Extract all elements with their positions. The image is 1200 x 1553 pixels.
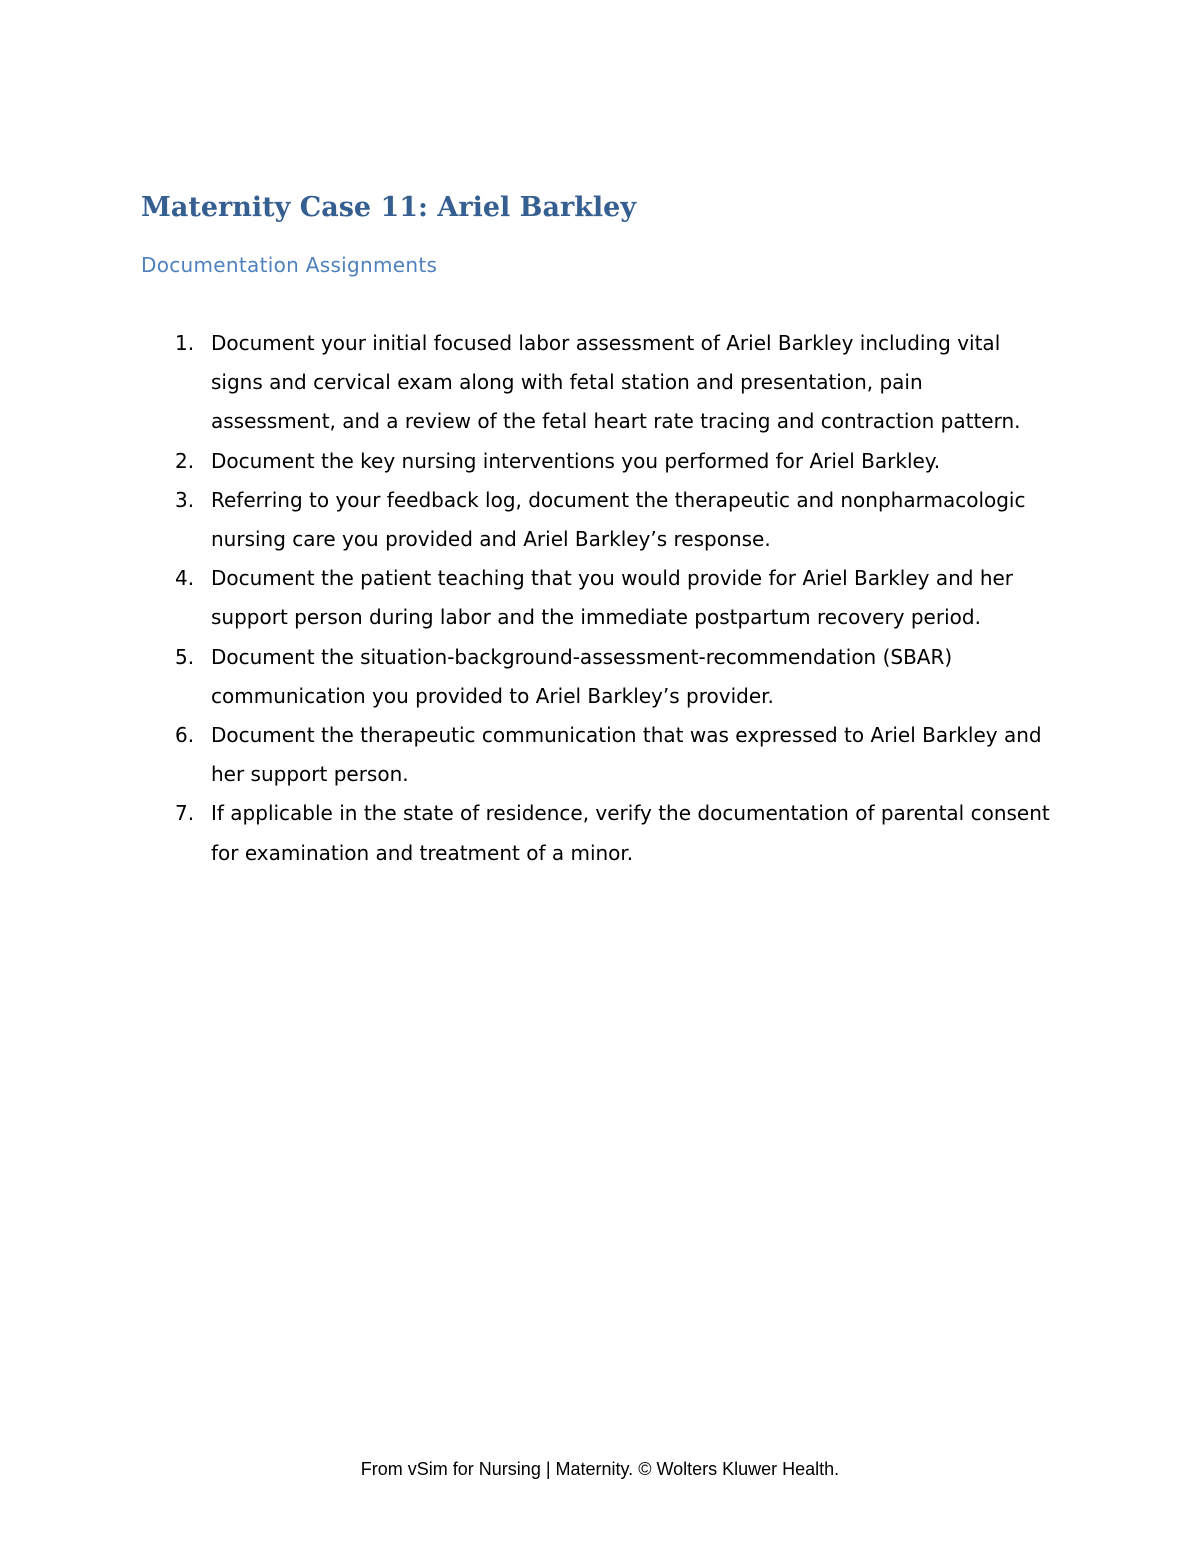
document-title: Maternity Case 11: Ariel Barkley — [141, 192, 637, 223]
assignment-item-1 — [0, 324, 1051, 442]
assignment-text: Document the patient teaching that you would provide for Ariel Barkley and her support person during labor and the immediate postpartum recovery period. — [211, 566, 1014, 630]
assignment-number: 5. — [175, 644, 195, 669]
assignment-item-3 — [0, 481, 1051, 559]
assignment-text: Referring to your feedback log, document the therapeutic and nonpharmacologic nursing care you provided and Ariel Barkley’s response. — [211, 487, 1026, 552]
assignment-text: Document the therapeutic communication that was expressed to Ariel Barkley and her support person. — [211, 723, 1042, 787]
assignment-text: Document the key nursing interventions you performed for Ariel Barkley. — [211, 448, 941, 473]
assignment-text: Document the situation-background-assessment-recommendation (SBAR) communication you provided to Ariel Barkley’s provider. — [211, 644, 953, 708]
assignment-number: 6. — [175, 723, 195, 748]
assignment-text: Document your initial focused labor assessment of Ariel Barkley including vital signs and cervical exam along with fetal station and presentation, pain assessment, and a review of the fetal heart rate tracing and contraction pattern. — [211, 331, 1021, 434]
assignment-list — [0, 324, 1200, 873]
assignment-item-4 — [0, 559, 1051, 637]
assignment-number: 7. — [175, 801, 195, 826]
document-subtitle: Documentation Assignments — [141, 253, 438, 277]
assignment-item-6 — [0, 716, 1051, 794]
page-footer: From vSim for Nursing | Maternity. © Wolters Kluwer Health. — [360, 1459, 840, 1479]
assignment-item-7 — [0, 794, 1051, 872]
assignment-text: If applicable in the state of residence, verify the documentation of parental consent for examination and treatment of a minor. — [211, 801, 1050, 865]
assignment-number: 2. — [175, 448, 195, 473]
assignment-number: 4. — [175, 566, 195, 591]
assignment-item-2 — [0, 442, 1051, 481]
assignment-item-5 — [0, 638, 1051, 716]
assignment-number: 1. — [175, 331, 195, 355]
assignment-number: 3. — [175, 487, 195, 512]
